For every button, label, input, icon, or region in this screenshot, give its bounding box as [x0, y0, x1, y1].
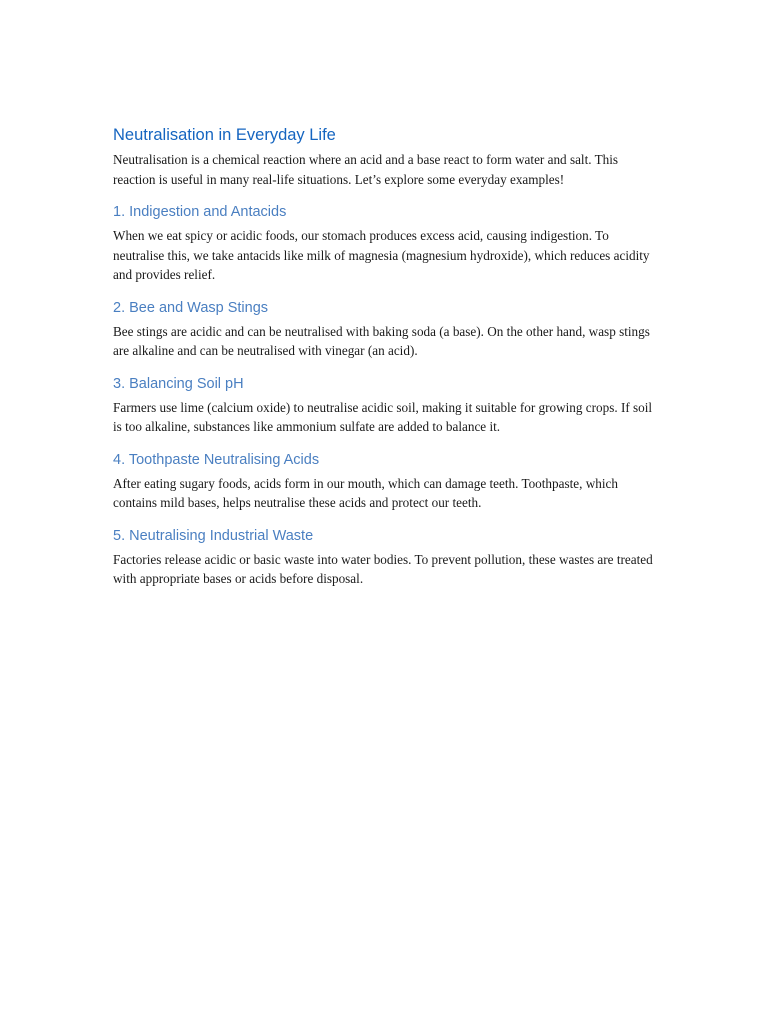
section-body-industrial-waste: Factories release acidic or basic waste into water bodies. To prevent pollution, these wastes are treated with appropriate bases or acids before disposal. — [113, 551, 653, 586]
section-body-soil: Farmers use lime (calcium oxide) to neutralise acidic soil, making it suitable for growing crops. If soil is too alkaline, substances like ammonium sulfate are added to balance it. — [113, 399, 653, 434]
section-heading-soil: 3. Balancing Soil pH — [113, 375, 244, 392]
document-page — [113, 124, 661, 589]
section-body-toothpaste: After eating sugary foods, acids form in our mouth, which can damage teeth. Toothpaste, which contains mild bases, helps neutralise these acids and protect our teeth. — [113, 475, 618, 510]
section-heading-toothpaste: 4. Toothpaste Neutralising Acids — [113, 451, 320, 468]
document-title: Neutralisation in Everyday Life — [113, 126, 336, 144]
section-heading-indigestion: 1. Indigestion and Antacids — [113, 204, 287, 220]
intro-paragraph: Neutralisation is a chemical reaction where an acid and a base react to form water and salt. This reaction is useful in many real-life situations. Let’s explore some everyday examples! — [113, 152, 619, 187]
section-body-stings: Bee stings are acidic and can be neutralised with baking soda (a base). On the other hand, wasp stings are alkaline and can be neutralised with vinegar (an acid). — [113, 323, 650, 358]
section-heading-stings: 2. Bee and Wasp Stings — [113, 299, 269, 316]
section-heading-industrial-waste: 5. Neutralising Industrial Waste — [113, 527, 314, 544]
section-body-indigestion: When we eat spicy or acidic foods, our stomach produces excess acid, causing indigestion. To neutralise this, we take antacids like milk of magnesia (magnesium hydroxide), which reduces acidity and provides relief. — [113, 228, 650, 282]
